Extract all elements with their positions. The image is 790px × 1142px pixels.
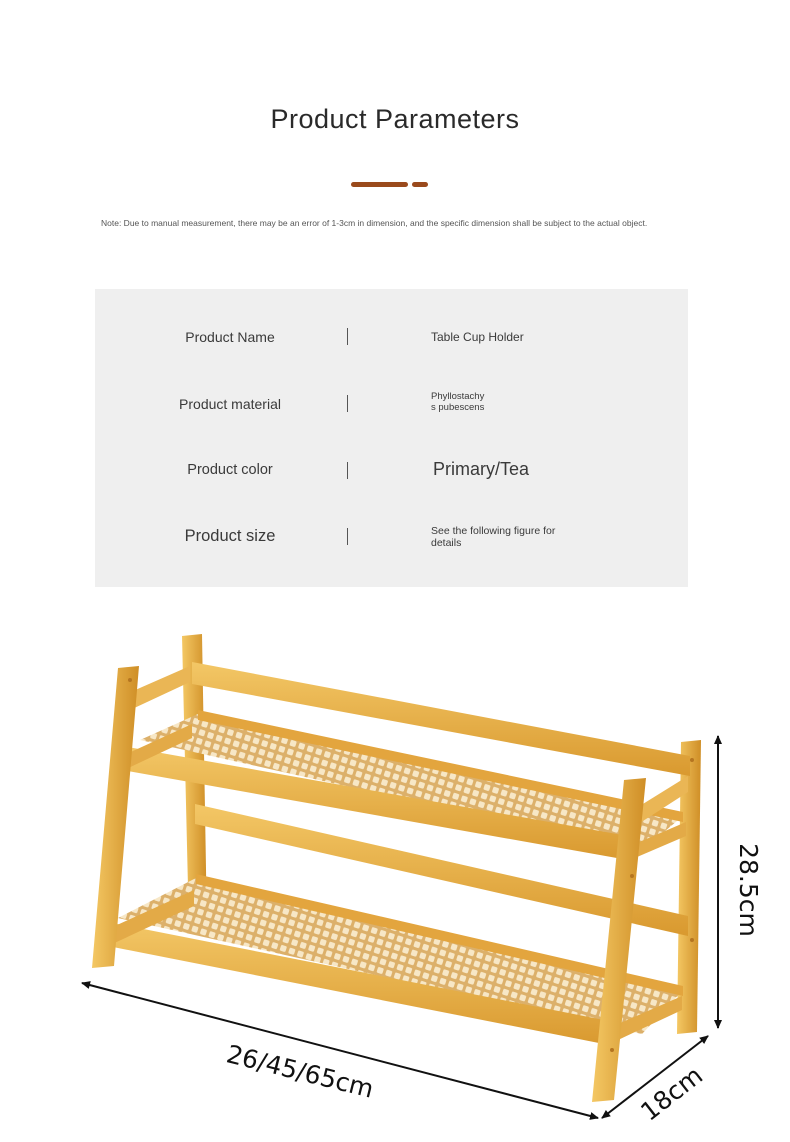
param-value: Phyllostachy s pubescens (431, 391, 485, 413)
param-value: See the following figure for details (431, 525, 556, 549)
param-row-size (95, 525, 688, 565)
param-separator (347, 462, 348, 479)
product-dimension-figure (0, 600, 790, 1142)
param-row-name (95, 327, 688, 367)
height-dimension-label: 28.5cm (734, 843, 763, 937)
param-label: Product Name (185, 329, 275, 345)
param-label: Product material (179, 396, 281, 412)
param-label: Product size (184, 527, 276, 545)
param-value: Primary/Tea (433, 459, 530, 479)
title-accent-bar (351, 182, 408, 187)
shelf-rack-illustration (92, 634, 701, 1102)
param-label: Product color (187, 462, 273, 478)
param-value: Table Cup Holder (431, 330, 524, 344)
depth-dimension-label: 18cm (635, 1060, 709, 1127)
measurement-note: Note: Due to manual measurement, there may be an error of 1-3cm in dimension, and the specific dimension shall be subject to the actual object. (101, 218, 648, 228)
param-row-material (95, 393, 688, 433)
param-separator (347, 528, 348, 545)
param-separator (347, 328, 348, 345)
param-row-color (95, 459, 688, 499)
parameters-panel (95, 289, 688, 587)
param-separator (347, 395, 348, 412)
length-dimension-label: 26/45/65cm (223, 1039, 377, 1104)
page-title: Product Parameters (270, 104, 520, 134)
title-accent-dot (412, 182, 428, 187)
